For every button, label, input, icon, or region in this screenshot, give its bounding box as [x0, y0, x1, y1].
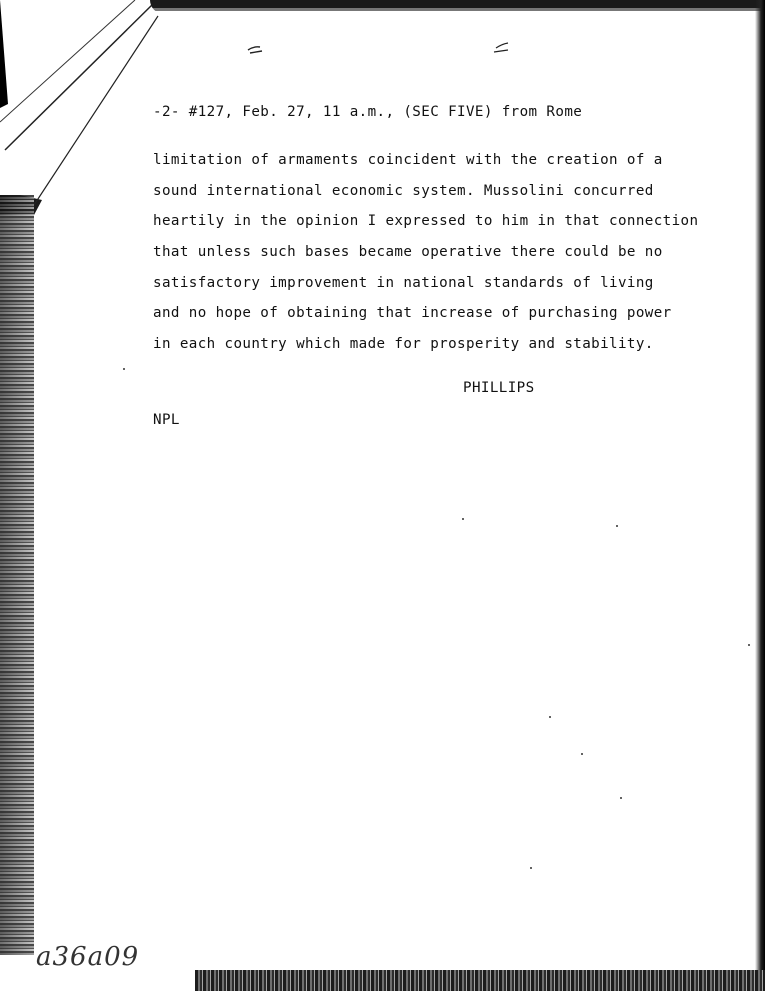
scan-speck	[530, 867, 532, 869]
scan-speck	[581, 753, 583, 755]
body-line-2: sound international economic system. Mussolini concurred	[153, 183, 654, 199]
telegram-header: -2- #127, Feb. 27, 11 a.m., (SEC FIVE) from Rome	[153, 104, 583, 120]
body-line-1: limitation of armaments coincident with the creation of a	[153, 152, 663, 168]
stray-pen-marks	[240, 38, 520, 62]
body-line-6: and no hope of obtaining that increase of purchasing power	[153, 305, 672, 321]
body-line-4: that unless such bases became operative there could be no	[153, 244, 663, 260]
top-scan-edge	[150, 0, 765, 14]
scan-speck	[123, 368, 125, 370]
signature-name: PHILLIPS	[463, 380, 535, 396]
scan-speck	[616, 525, 618, 527]
scan-speck	[462, 518, 464, 520]
left-scan-edge	[0, 195, 34, 955]
body-line-7: in each country which made for prosperity and stability.	[153, 336, 654, 352]
body-line-5: satisfactory improvement in national standards of living	[153, 275, 654, 291]
scan-speck	[549, 716, 551, 718]
handwritten-archive-code: a36a09	[36, 942, 140, 972]
scan-speck	[748, 644, 750, 646]
scan-speck	[620, 797, 622, 799]
body-line-3: heartily in the opinion I expressed to him in that connection	[153, 213, 699, 229]
bottom-scan-edge	[195, 970, 765, 991]
typist-initials: NPL	[153, 412, 180, 428]
right-scan-edge	[755, 0, 765, 991]
